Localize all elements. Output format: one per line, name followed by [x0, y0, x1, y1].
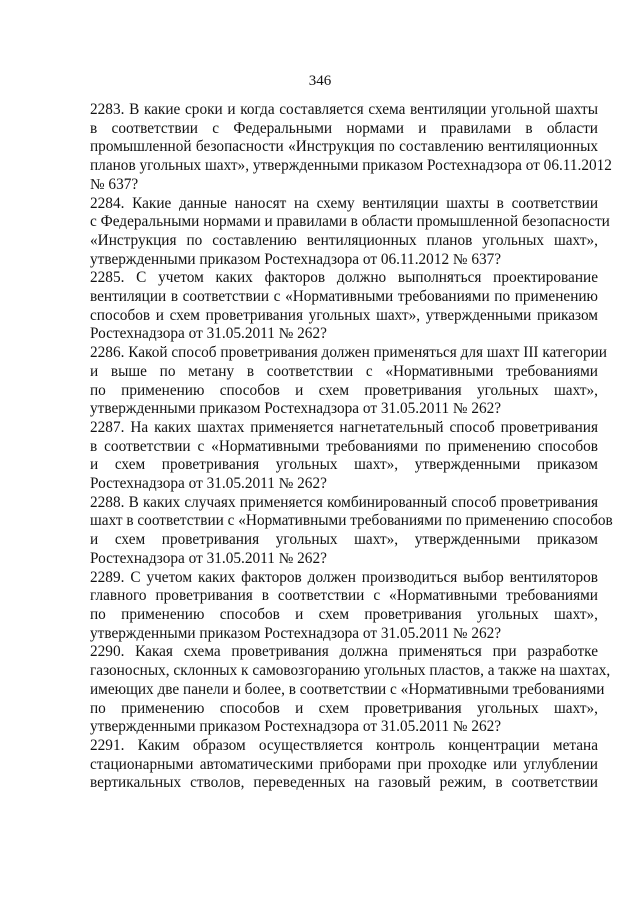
- question-item: [90, 643, 611, 737]
- question-text-line: по применению способов и схем проветривания угольных шахт»,: [90, 381, 598, 399]
- question-text-line: утвержденными приказом Ростехнадзора от 31.05.2011 № 262?: [90, 624, 502, 642]
- question-text-line: вентиляции в соответствии с «Нормативными требованиями по применению: [90, 288, 598, 306]
- question-text-line: «Инструкция по составлению вентиляционных планов угольных шахт»,: [90, 231, 598, 249]
- question-item: [90, 344, 607, 419]
- question-text-line: по применению способов и схем проветривания угольных шахт»,: [90, 699, 598, 717]
- question-text-line: и выше по метану в соответствии с «Нормативными требованиями: [90, 362, 598, 380]
- question-item: [90, 101, 612, 195]
- question-text-line: 2283. В какие сроки и когда составляется схема вентиляции угольной шахты: [90, 101, 598, 118]
- question-text-line: 2289. С учетом каких факторов должен производиться выбор вентиляторов: [90, 568, 598, 586]
- question-text-line: № 637?: [90, 175, 139, 193]
- question-text-line: главного проветривания в соответствии с «Нормативными требованиями: [90, 587, 598, 605]
- question-text-line: планов угольных шахт», утвержденными приказом Ростехнадзора от 06.11.2012: [90, 157, 612, 175]
- question-text-line: Ростехнадзора от 31.05.2011 № 262?: [90, 475, 327, 493]
- question-text-line: стационарными автоматическими приборами при проходке или углублении: [90, 755, 598, 773]
- question-item: [90, 194, 610, 270]
- question-text-line: имеющих две панели и более, в соответствии с «Нормативными требованиями: [90, 680, 605, 698]
- question-text-line: 2288. В каких случаях применяется комбинированный способ проветривания: [90, 493, 598, 511]
- question-text-line: газоносных, склонных к самовозгоранию угольных пластов, а также на шахтах,: [90, 662, 611, 680]
- question-text-line: шахт в соответствии с «Нормативными требованиями по применению способов: [90, 512, 613, 530]
- question-text-line: утвержденными приказом Ростехнадзора от 31.05.2011 № 262?: [90, 400, 502, 418]
- question-text-line: Ростехнадзора от 31.05.2011 № 262?: [90, 549, 327, 567]
- question-item: [90, 269, 598, 344]
- question-text-line: утвержденными приказом Ростехнадзора от 31.05.2011 № 262?: [90, 718, 502, 736]
- question-text-line: вертикальных стволов, переведенных на газовый режим, в соответствии: [90, 774, 598, 792]
- question-text-line: Ростехнадзора от 31.05.2011 № 262?: [90, 325, 327, 343]
- question-text-line: 2287. На каких шахтах применяется нагнетательный способ проветривания: [90, 418, 598, 436]
- question-text-line: и схем проветривания угольных шахт», утвержденными приказом: [90, 456, 598, 474]
- question-item: [90, 569, 598, 644]
- question-text-line: промышленной безопасности «Инструкция по составлению вентиляционных: [90, 138, 598, 156]
- questions-list: [90, 101, 613, 793]
- question-text-line: по применению способов и схем проветривания угольных шахт»,: [90, 605, 598, 623]
- question-item: [90, 737, 598, 793]
- page-number: 346: [308, 73, 332, 89]
- question-item: [90, 419, 598, 494]
- question-text-line: с Федеральными нормами и правилами в области промышленной безопасности: [90, 213, 610, 231]
- question-text-line: 2285. С учетом каких факторов должно выполняться проектирование: [90, 269, 598, 287]
- question-text-line: и схем проветривания угольных шахт», утвержденными приказом: [90, 531, 598, 549]
- question-text-line: 2284. Какие данные наносят на схему вентиляции шахты в соответствии: [90, 194, 598, 212]
- question-text-line: 2291. Каким образом осуществляется контроль концентрации метана: [90, 736, 598, 754]
- question-text-line: в соответствии с Федеральными нормами и правилами в области: [90, 119, 598, 137]
- question-text-line: в соответствии с «Нормативными требованиями по применению способов: [90, 437, 598, 455]
- question-item: [90, 493, 613, 569]
- question-text-line: утвержденными приказом Ростехнадзора от 06.11.2012 № 637?: [90, 250, 502, 268]
- question-text-line: способов и схем проветривания угольных шахт», утвержденными приказом: [90, 306, 598, 324]
- question-text-line: 2290. Какая схема проветривания должна применяться при разработке: [90, 643, 598, 661]
- question-text-line: 2286. Какой способ проветривания должен применяться для шахт III категории: [90, 344, 607, 362]
